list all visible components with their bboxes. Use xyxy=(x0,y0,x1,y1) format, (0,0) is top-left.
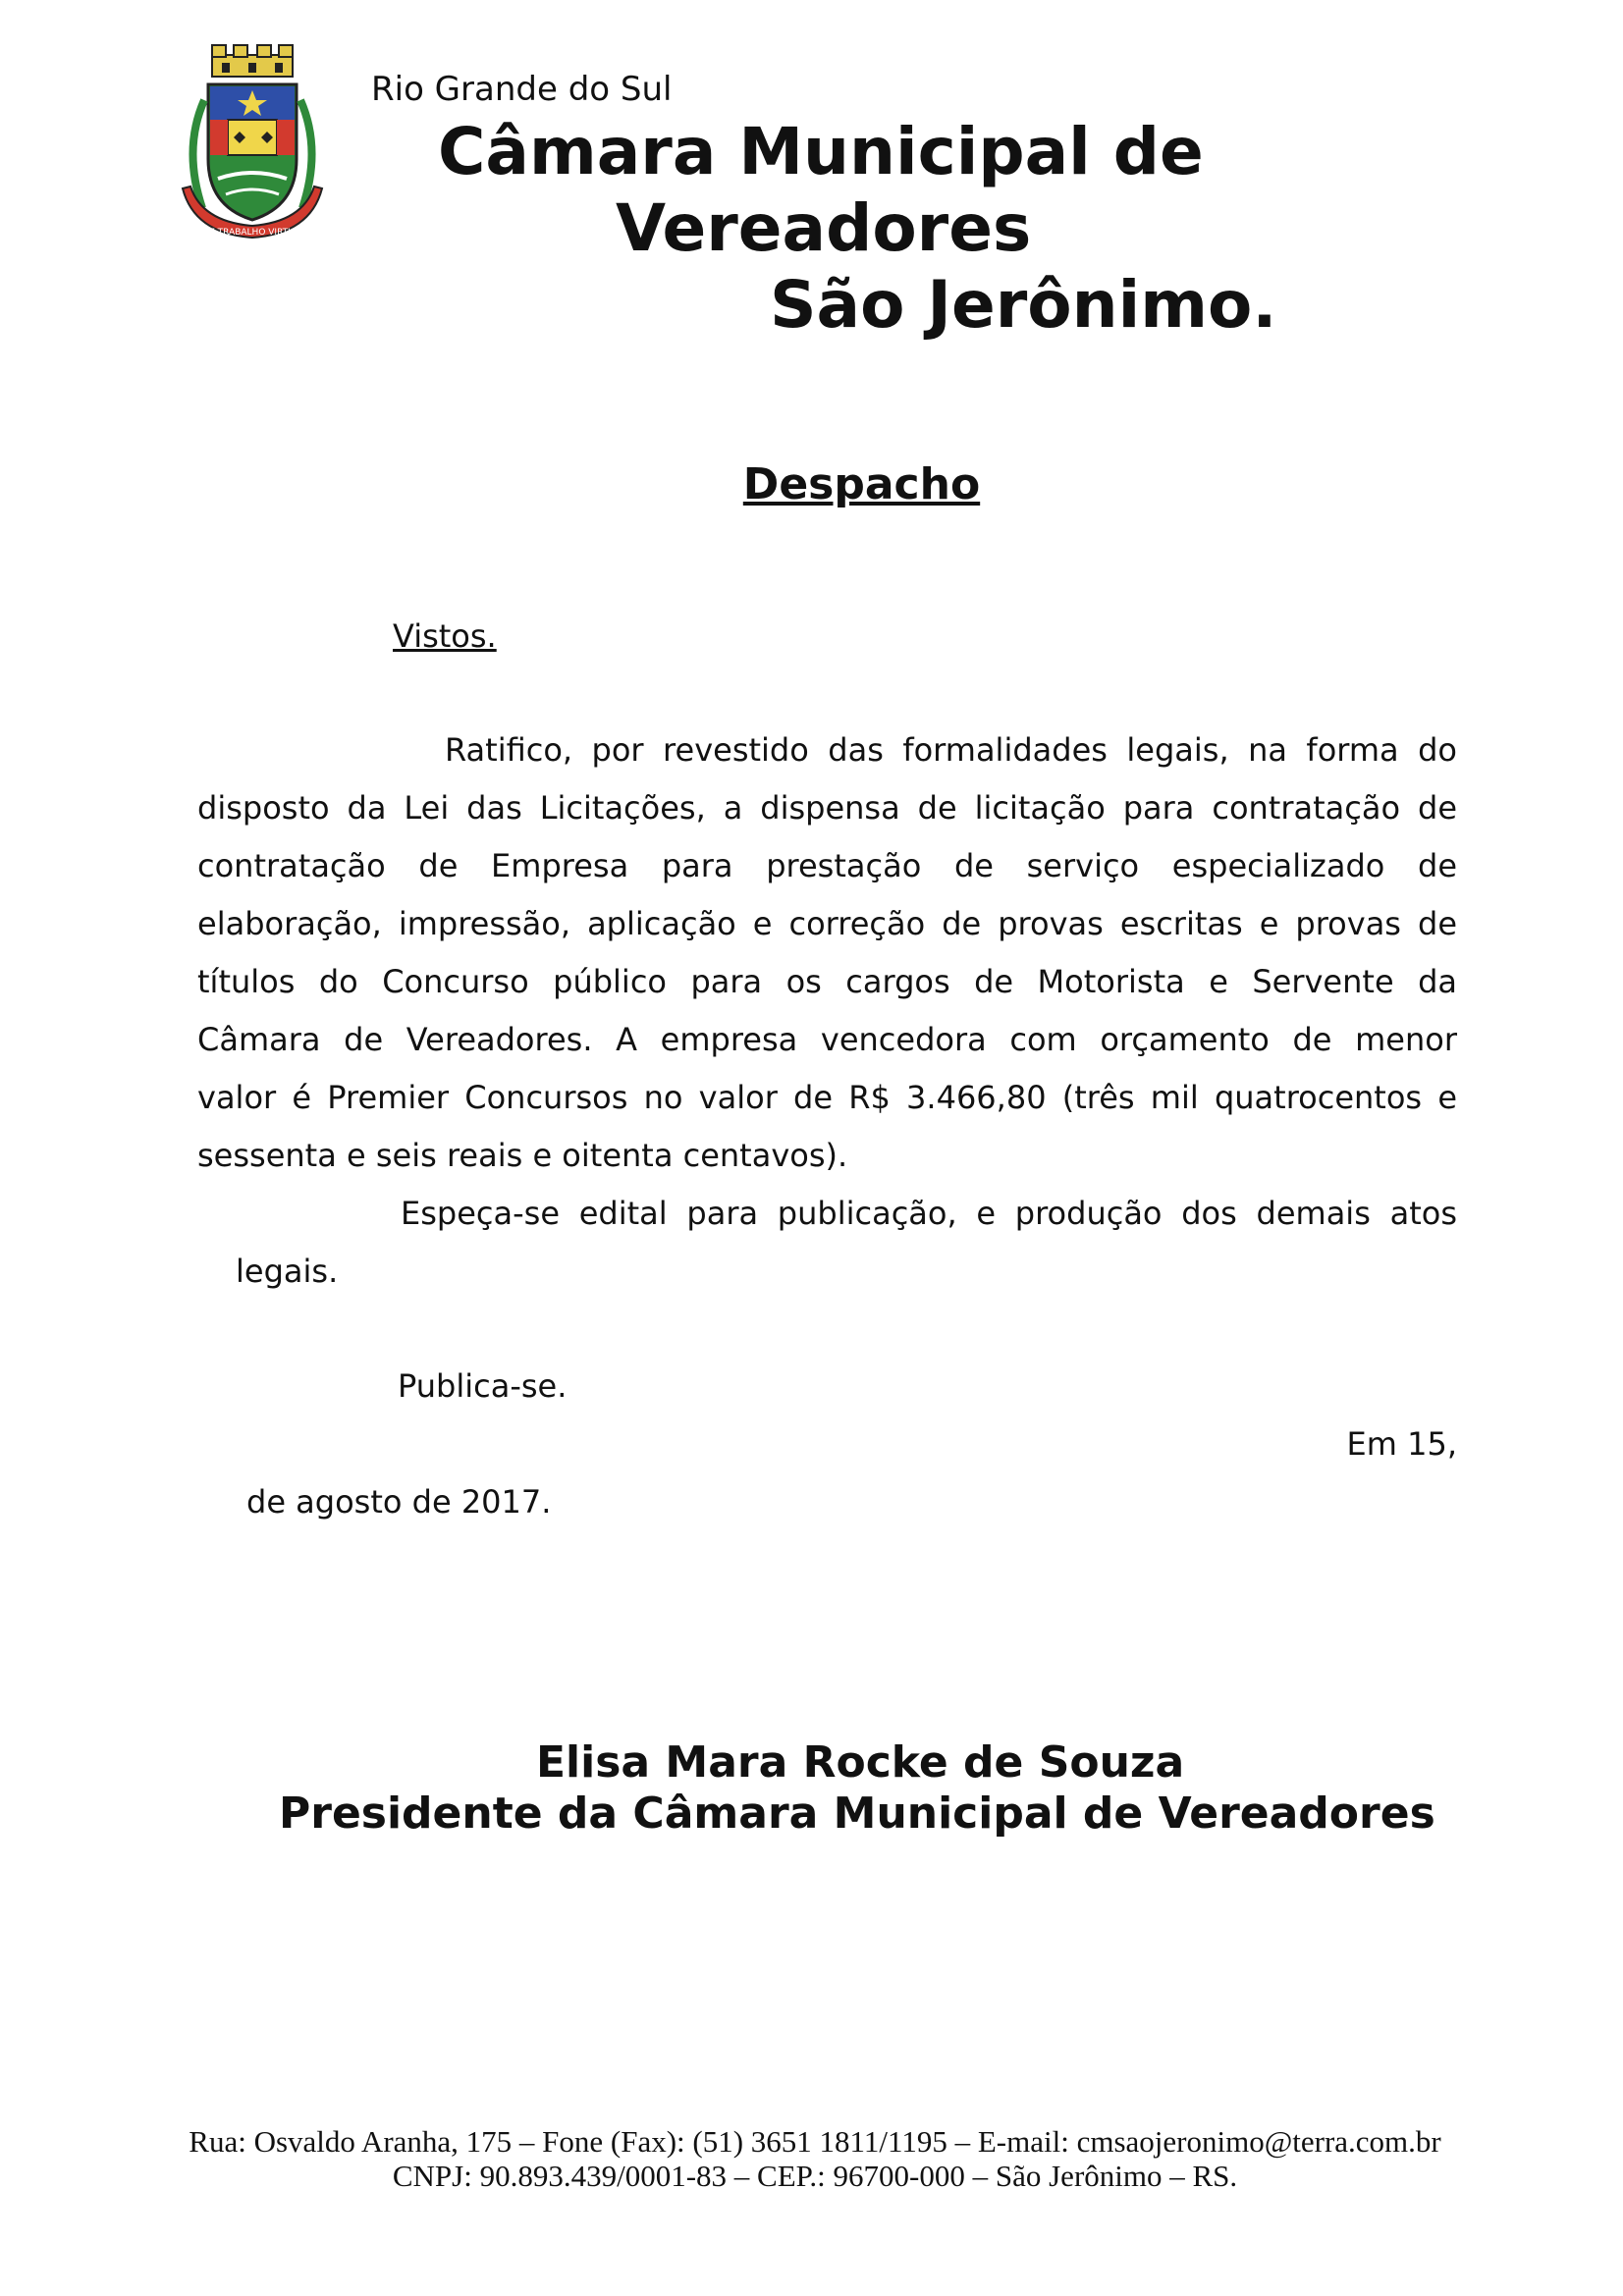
body-line-4: elaboração, impressão, aplicação e correção de provas escritas e provas de xyxy=(197,905,1457,942)
right-branch-icon xyxy=(300,100,312,208)
especa-line-2: legais. xyxy=(236,1253,339,1290)
body-line-2: disposto da Lei das Licitações, a dispensa de licitação para contratação de xyxy=(197,789,1457,827)
state-name: Rio Grande do Sul xyxy=(371,70,673,109)
date-part-1: Em 15, xyxy=(1346,1425,1457,1463)
footer-address: Rua: Osvaldo Aranha, 175 – Fone (Fax): (51) 3651 1811/1195 – E-mail: cmsaojeronimo@terra.com.br xyxy=(189,2124,1441,2159)
vistos-text: Vistos. xyxy=(393,617,497,655)
crown-icon xyxy=(212,45,293,77)
body-line-6: Câmara de Vereadores. A empresa vencedora com orçamento de menor xyxy=(197,1021,1457,1058)
municipal-crest-logo xyxy=(175,41,330,247)
signatory-role: Presidente da Câmara Municipal de Vereadores xyxy=(279,1789,1435,1839)
body-line-8: sessenta e seis reais e oitenta centavos). xyxy=(197,1137,848,1174)
publica-text: Publica-se. xyxy=(398,1367,568,1405)
document-heading: Despacho xyxy=(742,459,981,509)
footer-registry: CNPJ: 90.893.439/0001-83 – CEP.: 96700-000 – São Jerônimo – RS. xyxy=(392,2159,1238,2193)
signatory-name: Elisa Mara Rocke de Souza xyxy=(536,1737,1185,1788)
body-line-7: valor é Premier Concursos no valor de R$ 3.466,80 (três mil quatrocentos e xyxy=(197,1079,1457,1116)
council-title-line2: Vereadores xyxy=(616,190,1032,266)
date-part-2: de agosto de 2017. xyxy=(246,1483,552,1521)
especa-line-1: Espeça-se edital para publicação, e produção dos demais atos xyxy=(401,1195,1457,1232)
council-title-line1: Câmara Municipal de xyxy=(438,114,1204,189)
council-title-line3: São Jerônimo. xyxy=(770,267,1277,343)
body-line-1: Ratifico, por revestido das formalidades legais, na forma do xyxy=(445,731,1457,769)
left-branch-icon xyxy=(192,100,204,208)
body-line-5: títulos do Concurso público para os cargos de Motorista e Servente da xyxy=(197,963,1457,1000)
body-line-3: contratação de Empresa para prestação de serviço especializado de xyxy=(197,847,1457,884)
crest-motto: PAZ TRABALHO VIRTUDE xyxy=(197,228,307,238)
shield-icon xyxy=(208,84,297,220)
